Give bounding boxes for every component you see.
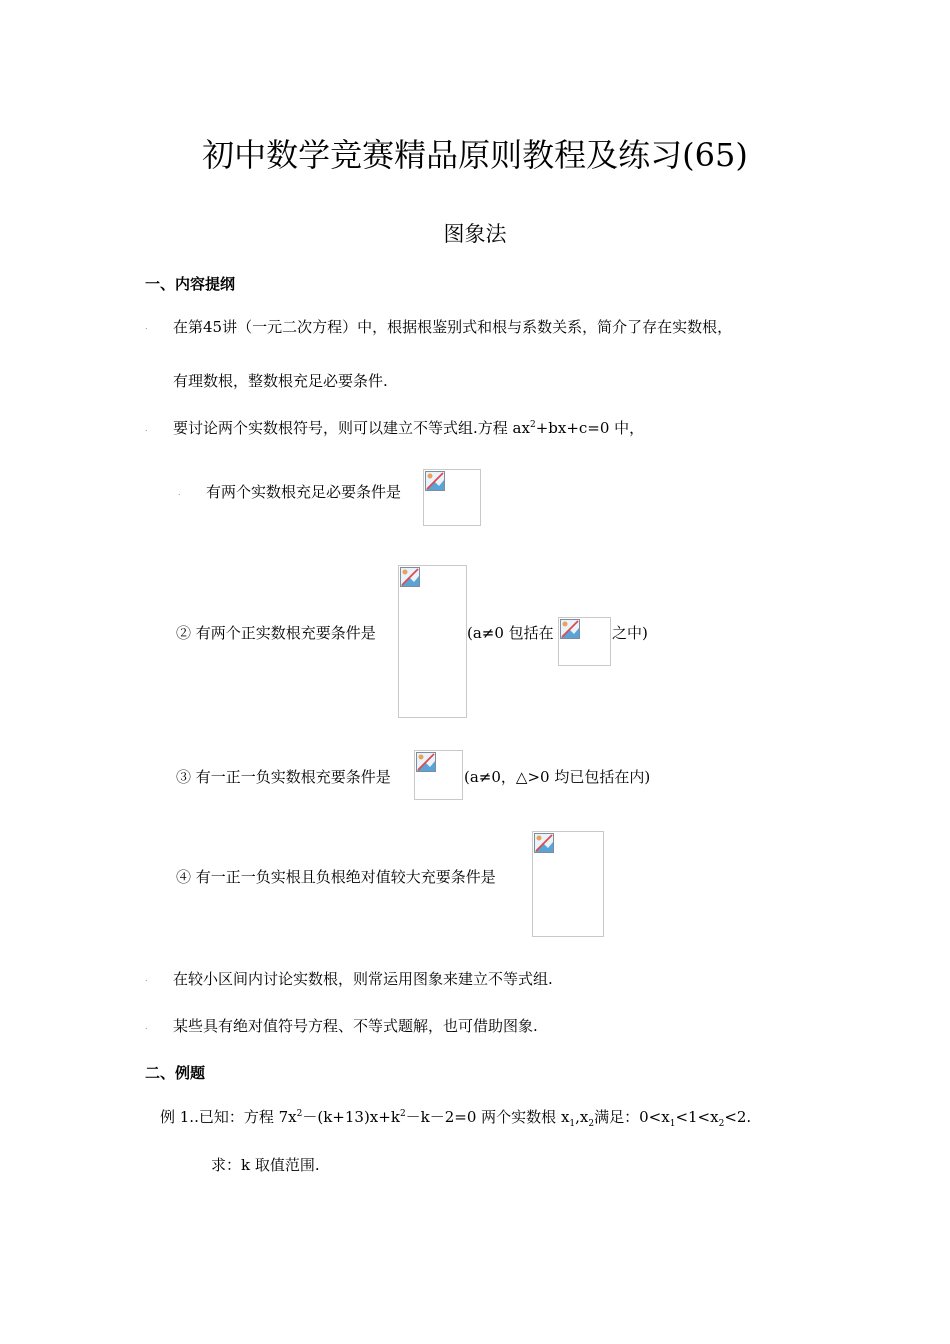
subscript: 1 xyxy=(569,1119,576,1129)
condition-4: ④ 有一正一负实根且负根绝对值较大充要条件是 xyxy=(176,868,496,886)
subscript: 2 xyxy=(718,1119,725,1129)
paragraph-intro: 在第45讲（一元二次方程）中，根据根鉴别式和根与系数关系，简介了存在实数根， xyxy=(173,318,733,336)
example-1-statement xyxy=(160,1106,751,1127)
paragraph-interval: 在较小区间内讨论实数根，则常运用图象来建立不等式组. xyxy=(173,970,553,988)
formula-image-placeholder xyxy=(558,617,611,666)
bullet-dot: . xyxy=(145,1022,148,1031)
text-run: <2. xyxy=(724,1108,752,1126)
text-run: 满足：0<x xyxy=(594,1108,670,1126)
condition-1: 有两个实数根充足必要条件是 xyxy=(206,483,402,501)
condition-2-note-end: 之中) xyxy=(612,624,648,642)
section-heading-examples: 二、例题 xyxy=(145,1064,206,1082)
bullet-dot: . xyxy=(178,488,181,497)
paragraph-absolute-value: 某些具有绝对值符号方程、不等式题解，也可借助图象. xyxy=(173,1017,538,1035)
superscript: 2 xyxy=(399,1109,406,1119)
condition-3-note: (a≠0，△>0 均已包括在内) xyxy=(464,768,651,786)
subscript: 1 xyxy=(669,1119,676,1129)
condition-2: ② 有两个正实数根充要条件是 xyxy=(176,624,376,642)
formula-image-placeholder xyxy=(398,565,467,718)
text-run: －k－2=0 两个实数根 x xyxy=(405,1108,570,1126)
bullet-dot: . xyxy=(145,424,148,433)
broken-image-icon xyxy=(425,471,445,491)
text-run: <1<x xyxy=(675,1108,719,1126)
document-subtitle: 图象法 xyxy=(443,222,507,246)
paragraph-signs xyxy=(173,417,644,438)
subscript: 2 xyxy=(588,1119,595,1129)
broken-image-icon xyxy=(416,752,436,772)
paragraph-intro-cont: 有理数根，整数根充足必要条件. xyxy=(173,372,388,390)
broken-image-icon xyxy=(560,619,580,639)
bullet-dot: . xyxy=(145,974,148,983)
document-title: 初中数学竞赛精品原则教程及练习(65) xyxy=(202,136,748,174)
text-run: 例 1..已知：方程 7x xyxy=(160,1108,297,1126)
text-run: ,x xyxy=(575,1108,589,1126)
superscript: 2 xyxy=(529,420,536,430)
broken-image-icon xyxy=(534,833,554,853)
text-run: +bx+c=0 中， xyxy=(535,419,645,437)
section-heading-outline: 一、内容提纲 xyxy=(145,275,236,293)
superscript: 2 xyxy=(296,1109,303,1119)
formula-image-placeholder xyxy=(414,750,463,800)
formula-image-placeholder xyxy=(423,469,481,526)
text-run: －(k+13)x+k xyxy=(302,1108,400,1126)
broken-image-icon xyxy=(400,567,420,587)
condition-3: ③ 有一正一负实数根充要条件是 xyxy=(176,768,391,786)
example-1-question: 求：k 取值范围. xyxy=(211,1156,320,1174)
condition-2-note-start: (a≠0 包括在 xyxy=(467,624,554,642)
text-run: 要讨论两个实数根符号，则可以建立不等式组.方程 ax xyxy=(173,419,530,437)
formula-image-placeholder xyxy=(532,831,604,937)
bullet-dot: . xyxy=(145,322,148,331)
